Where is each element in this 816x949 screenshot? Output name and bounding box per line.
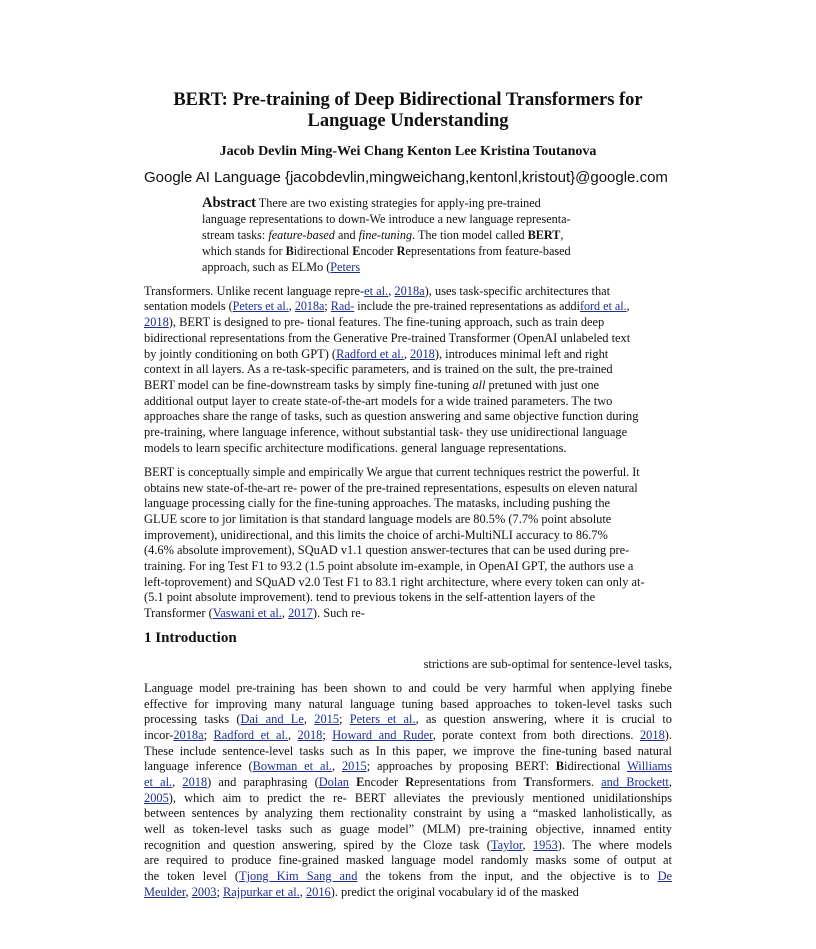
para2-line-10: Transformer (Vaswani et al., 2017). Such re- bbox=[144, 606, 365, 620]
para3-line-14: Meulder, 2003; Rajpurkar et al., 2016). predict the original vocabulary id of the masked bbox=[144, 885, 579, 899]
section-heading: 1 Introduction bbox=[144, 630, 237, 646]
citation-link[interactable]: and Brockett bbox=[601, 775, 669, 789]
para3-line-4: incor-2018a; Radford et al., 2018; Howard and Ruder, porate context from both directions. 2018). bbox=[144, 728, 672, 742]
citation-link[interactable]: Radford et al. bbox=[213, 728, 288, 742]
para1-line-1: Transformers. Unlike recent language repre-et al., 2018a), uses task-specific architectures that bbox=[144, 284, 611, 298]
para3-line-6: language inference (Bowman et al., 2015; approaches by proposing BERT: Bidirectional Williams bbox=[144, 759, 672, 773]
para1-line-2: sentation models (Peters et al., 2018a; Rad- include the pre-trained representations as addiford et al., bbox=[144, 299, 630, 313]
citation-link[interactable]: 2005 bbox=[144, 791, 169, 805]
citation-link[interactable]: 2018a bbox=[394, 284, 425, 298]
citation-link[interactable]: 2018 bbox=[144, 315, 169, 329]
title-line-1: BERT: Pre-training of Deep Bidirectional Transformers for bbox=[173, 90, 643, 110]
para1-line-11: models to learn specific architecture modifications. general language representations. bbox=[144, 441, 567, 455]
citation-link[interactable]: Dai and Le bbox=[240, 712, 304, 726]
citation-link[interactable]: Williams bbox=[627, 759, 672, 773]
abstract-line-1: Abstract There are two existing strategies for apply-ing pre-trained bbox=[202, 195, 541, 211]
para2-line-8: left-toprovement) and SQuAD v2.0 Test F1 to 83.1 right architecture, where every token can only at- bbox=[144, 575, 645, 589]
para3-line-11: recognition and question answering, spired by the Cloze task (Taylor, 1953). The where models bbox=[144, 838, 672, 852]
para2-line-7: training. For ing Test F1 to 93.2 (1.5 point absolute im-example, in OpenAI GPT, the authors use a bbox=[144, 559, 634, 573]
citation-link[interactable]: 2018a bbox=[294, 299, 325, 313]
citation-link[interactable]: Peters bbox=[330, 260, 361, 274]
citation-link[interactable]: et al. bbox=[144, 775, 173, 789]
para1-line-9: approaches share the range of tasks, such as question answering and same objective function during bbox=[144, 409, 639, 423]
citation-link[interactable]: Howard and Ruder bbox=[332, 728, 433, 742]
citation-link[interactable]: 2017 bbox=[288, 606, 313, 620]
author-list: Jacob Devlin Ming-Wei Chang Kenton Lee Kristina Toutanova bbox=[219, 144, 597, 159]
citation-link[interactable]: 2018 bbox=[182, 775, 208, 789]
paper-title bbox=[144, 90, 672, 132]
para1-line-4: bidirectional representations from the Generative Pre-trained Transformer (OpenAI unlabeled text bbox=[144, 331, 631, 345]
citation-link[interactable]: Vaswani et al. bbox=[212, 606, 282, 620]
para1-line-7: BERT model can be fine-downstream tasks by simply fine-tuning all pretuned with just one bbox=[144, 378, 600, 392]
title-line-2: Language Understanding bbox=[307, 111, 509, 131]
para3-line-12: are required to produce fine-grained masked language model randomly masks some of output at bbox=[144, 853, 672, 867]
para3-line-5: These include sentence-level tasks such as In this paper, we improve the fine-tuning based natural bbox=[144, 744, 672, 758]
para2-line-5: improvement), unidirectional, and this limits the choice of archi-MultiNLI accuracy to 86.7% bbox=[144, 528, 608, 542]
para1-line-8: additional output layer to create state-of-the-art models for a wide trained parameters. The two bbox=[144, 394, 613, 408]
para1-line-10: pre-training, where language inference, without substantial task- they use unidirectional language bbox=[144, 425, 628, 439]
citation-link[interactable]: Peters et al. bbox=[349, 712, 416, 726]
citation-link[interactable]: 2018 bbox=[297, 728, 323, 742]
citation-link[interactable]: 2018 bbox=[410, 347, 435, 361]
citation-link[interactable]: Dolan bbox=[318, 775, 349, 789]
para3-line-8: 2005), which aim to predict the re- BERT alleviates the previously mentioned unidilationships bbox=[144, 791, 672, 805]
para3-line-13: the token level (Tjong Kim Sang and the tokens from the input, and the objective is to De bbox=[144, 869, 673, 883]
abstract-line-3: stream tasks: feature-based and fine-tuning. The tion model called BERT, bbox=[202, 228, 564, 242]
abstract-line-4: which stands for Bidirectional Encoder Representations from feature-based bbox=[202, 244, 571, 258]
para2-line-3: language processing cially for the fine-tuning approaches. The matasks, including pushing the bbox=[144, 496, 611, 510]
citation-link[interactable]: Tjong Kim Sang and bbox=[239, 869, 358, 883]
citation-link[interactable]: ford et al. bbox=[579, 299, 627, 313]
citation-link[interactable]: Meulder bbox=[144, 885, 186, 899]
citation-link[interactable]: Rajpurkar et al. bbox=[223, 885, 300, 899]
abstract-line-2: language representations to down-We introduce a new language representa- bbox=[202, 212, 571, 226]
para3-line-3: processing tasks (Dai and Le, 2015; Peters et al., as question answering, where it is crucial to bbox=[144, 712, 672, 726]
citation-link[interactable]: 2018 bbox=[639, 728, 665, 742]
citation-link[interactable]: Radford et al. bbox=[336, 347, 404, 361]
citation-link[interactable]: et al. bbox=[364, 284, 389, 298]
para3-line-2: effective for improving many natural language tuning based approaches to token-level tasks such bbox=[144, 697, 672, 711]
para1-line-3: 2018), BERT is designed to pre- tional features. The fine-tuning approach, such as train deep bbox=[144, 315, 605, 329]
citation-link[interactable]: 2003 bbox=[191, 885, 217, 899]
para2-line-9: (5.1 point absolute improvement). tend to previous tokens in the self-attention layers of the bbox=[144, 590, 596, 604]
citation-link[interactable]: 2015 bbox=[314, 712, 340, 726]
citation-link[interactable]: 2015 bbox=[341, 759, 367, 773]
para3-line-1: Language model pre-training has been shown to and could be very harmful when applying finebe bbox=[144, 681, 672, 695]
citation-link[interactable]: Peters et al. bbox=[232, 299, 289, 313]
abstract-heading: Abstract bbox=[202, 195, 256, 211]
right-column-line: strictions are sub-optimal for sentence-level tasks, bbox=[423, 657, 672, 671]
citation-link[interactable]: 2018a bbox=[173, 728, 204, 742]
para2-line-6: (4.6% absolute improvement), SQuAD v1.1 question answer-tectures that can be used during pre- bbox=[144, 543, 630, 557]
para3-line-7: et al., 2018) and paraphrasing (Dolan Encoder Representations from Transformers. and Brockett, bbox=[144, 775, 672, 789]
para2-line-1: BERT is conceptually simple and empirically We argue that current techniques restrict the powerful. It bbox=[144, 465, 640, 479]
citation-link[interactable]: Taylor bbox=[490, 838, 523, 852]
citation-link[interactable]: 2016 bbox=[305, 885, 331, 899]
para1-line-6: context in all layers. As a re-task-specific parameters, and is trained on the sult, the pre-trained bbox=[144, 362, 613, 376]
para2-line-4: GLUE score to jor limitation is that standard language models are 80.5% (7.7% point absolute bbox=[144, 512, 612, 526]
citation-link[interactable]: Rad- bbox=[330, 299, 355, 313]
citation-link[interactable]: De bbox=[657, 869, 673, 883]
para2-line-2: obtains new state-of-the-art re- power of the pre-trained representations, espesults on eleven natural bbox=[144, 481, 638, 495]
citation-link[interactable]: 1953 bbox=[532, 838, 558, 852]
citation-link[interactable]: Bowman et al. bbox=[252, 759, 332, 773]
affiliation: Google AI Language {jacobdevlin,mingweichang,kentonl,kristout}@google.com bbox=[144, 169, 668, 186]
para3-line-9: between sentences by analyzing them rectionality constraint by using a “masked lanholistically, as bbox=[144, 806, 672, 820]
abstract-line-5: approach, such as ELMo (Peters bbox=[202, 260, 361, 274]
para1-line-5: by jointly conditioning on both GPT) (Radford et al., 2018), introduces minimal left and right bbox=[144, 347, 609, 361]
para3-line-10: well as token-level tasks such as guage model” (MLM) pre-training objective, innamed entity bbox=[144, 822, 672, 836]
